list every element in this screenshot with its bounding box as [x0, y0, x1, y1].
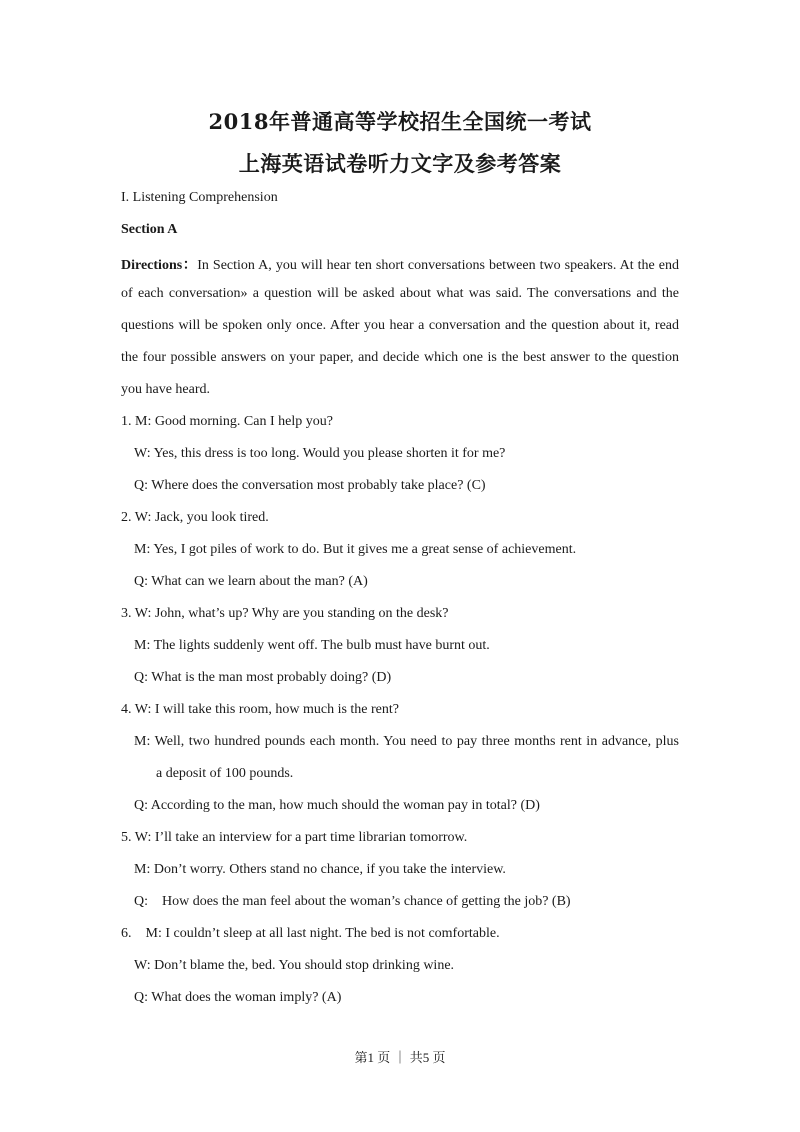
item-1-second-line: W: Yes, this dress is too long. Would you please shorten it for me? [134, 446, 506, 461]
item-3-second-line: M: The lights suddenly went off. The bulb must have burnt out. [134, 638, 490, 653]
item-6-second-line: W: Don’t blame the, bed. You should stop drinking wine. [134, 958, 455, 973]
part-heading: I. Listening Comprehension [121, 190, 278, 205]
item-1-first-line: 1. M: Good morning. Can I help you? [121, 414, 333, 429]
item-5-first-line: 5. W: I’ll take an interview for a part time librarian tomorrow. [121, 830, 468, 845]
item-5-question: Q: How does the man feel about the woman’s chance of getting the job? (B) [134, 894, 571, 909]
item-4-first-line: 4. W: I will take this room, how much is the rent? [121, 702, 400, 717]
directions-line-3: questions will be spoken only once. After you hear a conversation and the question about it, read [121, 318, 679, 333]
directions-label: Directions： [121, 258, 198, 273]
section-heading: Section A [121, 222, 178, 237]
page-footer: 第1 页 ｜ 共5 页 [354, 1050, 446, 1065]
item-6-question: Q: What does the woman imply? (A) [134, 990, 342, 1005]
item-3-question: Q: What is the man most probably doing? (D) [134, 670, 392, 685]
directions-line-2: of each conversation» a question will be asked about what was said. The conversations and the [121, 286, 679, 301]
item-6-first-line: 6. M: I couldn’t sleep at all last night. The bed is not comfortable. [121, 926, 500, 941]
item-4-second-line: M: Well, two hundred pounds each month. You need to pay three months rent in advance, plus [134, 734, 679, 749]
item-4-second-line-cont: a deposit of 100 pounds. [156, 766, 294, 781]
directions-line-4: the four possible answers on your paper, and decide which one is the best answer to the question [121, 350, 679, 365]
item-2-question: Q: What can we learn about the man? (A) [134, 574, 368, 589]
item-3-first-line: 3. W: John, what’s up? Why are you standing on the desk? [121, 606, 449, 621]
item-5-second-line: M: Don’t worry. Others stand no chance, if you take the interview. [134, 862, 506, 877]
item-1-question: Q: Where does the conversation most probably take place? (C) [134, 478, 486, 493]
item-2-first-line: 2. W: Jack, you look tired. [121, 510, 269, 525]
directions-line-1 [121, 254, 679, 274]
directions-text-1: In Section A, you will hear ten short conversations between two speakers. At the end [197, 258, 679, 273]
title-line-1: 2018年普通高等学校招生全国统一考试 [208, 109, 592, 134]
item-4-question: Q: According to the man, how much should the woman pay in total? (D) [134, 798, 540, 813]
item-2-second-line: M: Yes, I got piles of work to do. But it gives me a great sense of achievement. [134, 542, 577, 557]
title-line-2: 上海英语试卷听力文字及参考答案 [238, 151, 562, 176]
directions-line-5: you have heard. [121, 382, 211, 397]
